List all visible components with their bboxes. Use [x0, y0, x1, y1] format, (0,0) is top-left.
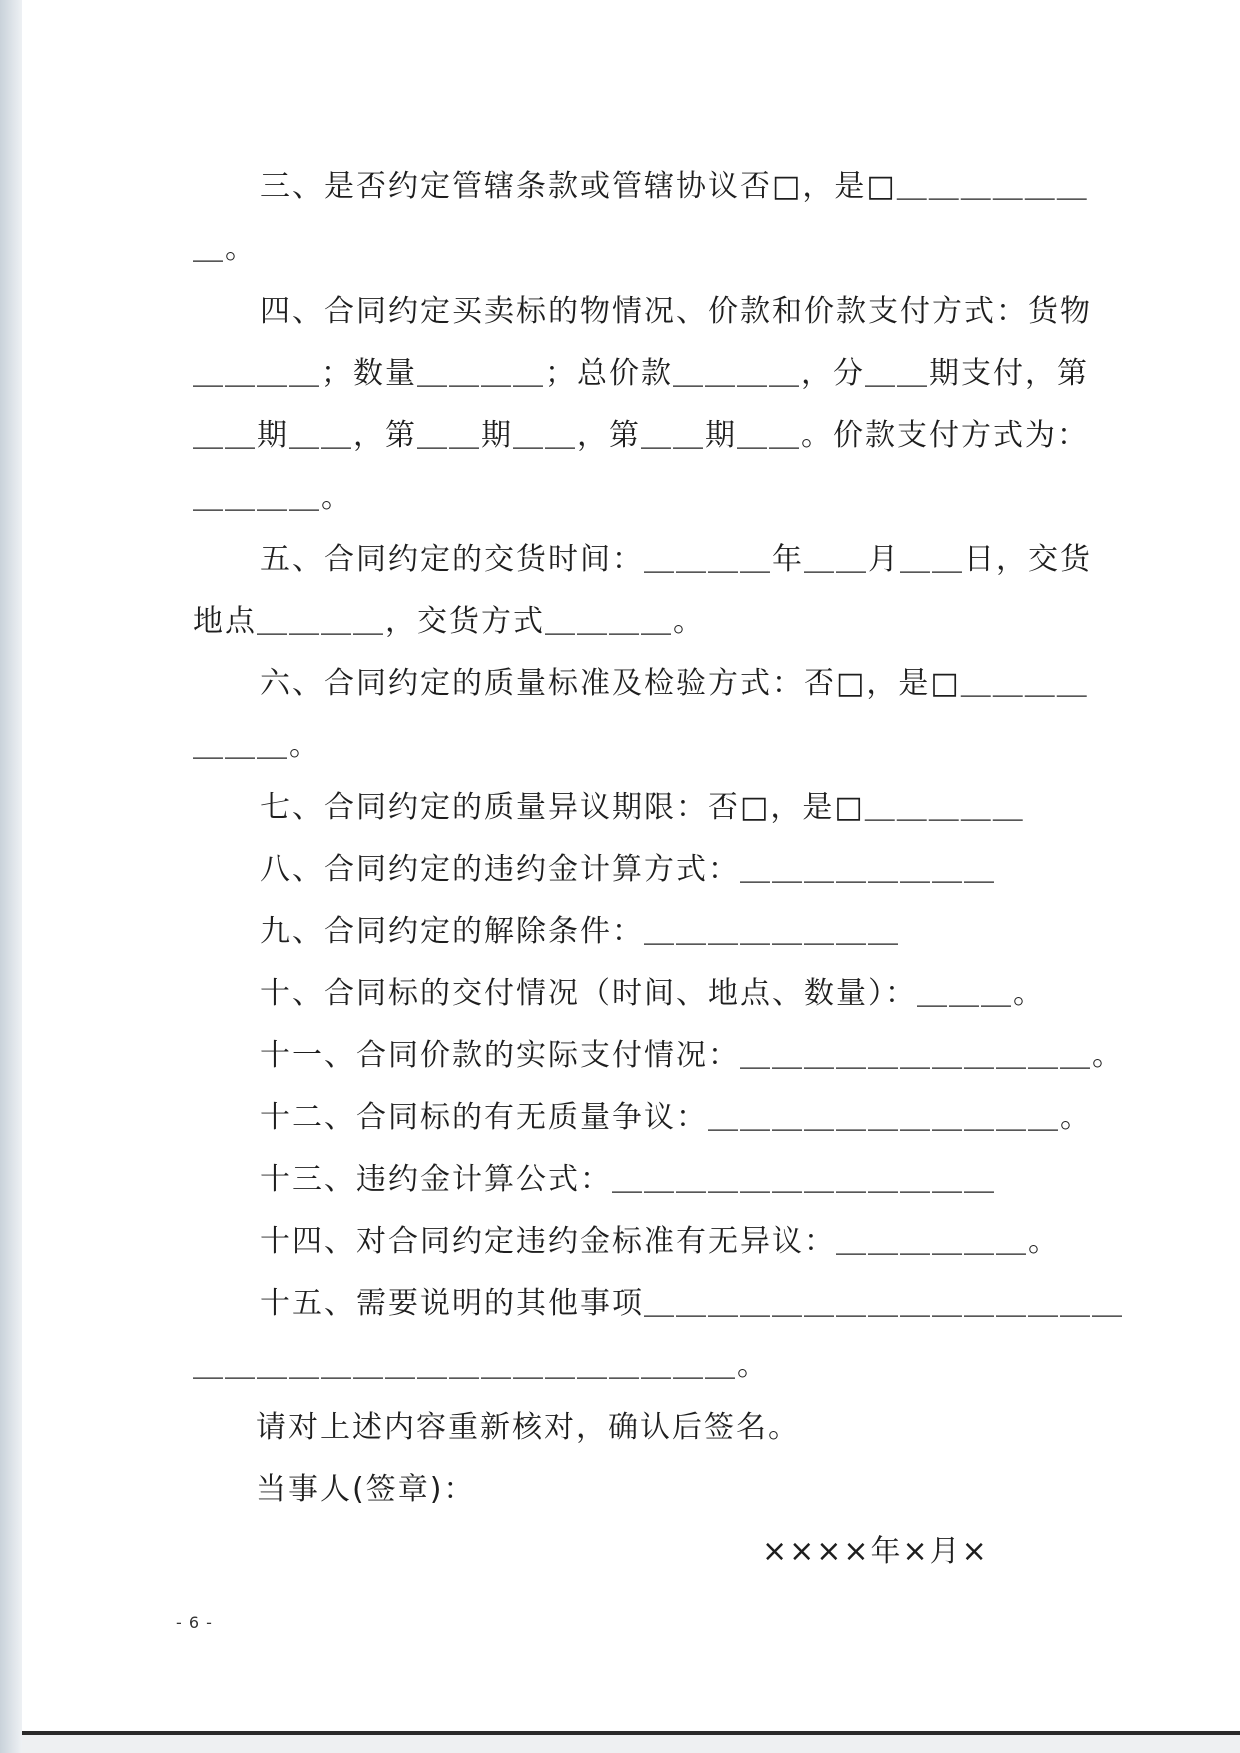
item-3-line-2: ＿。	[193, 231, 257, 266]
item-11-line: 十一、合同价款的实际支付情况：＿＿＿＿＿＿＿＿＿＿＿。	[260, 1038, 1124, 1073]
item-12-line: 十二、合同标的有无质量争议：＿＿＿＿＿＿＿＿＿＿＿。	[260, 1100, 1092, 1135]
item-3-line-1: 三、是否约定管辖条款或管辖协议否□，是□＿＿＿＿＿＿	[260, 169, 1089, 204]
item-4-line-4: ＿＿＿＿。	[193, 480, 353, 515]
item-6-line-1: 六、合同约定的质量标准及检验方式：否□，是□＿＿＿＿	[260, 666, 1089, 701]
item-5-line-1: 五、合同约定的交货时间：＿＿＿＿年＿＿月＿＿日，交货	[260, 542, 1092, 577]
item-13-line: 十三、违约金计算公式：＿＿＿＿＿＿＿＿＿＿＿＿	[260, 1162, 996, 1197]
item-4-line-2: ＿＿＿＿；数量＿＿＿＿；总价款＿＿＿＿，分＿＿期支付，第	[193, 356, 1089, 391]
signature-date: ××××年×月×	[762, 1534, 989, 1569]
page-number: - 6 -	[176, 1613, 213, 1632]
item-15-line-2: ＿＿＿＿＿＿＿＿＿＿＿＿＿＿＿＿＿。	[193, 1348, 769, 1383]
item-14-line: 十四、对合同约定违约金标准有无异议：＿＿＿＿＿＿。	[260, 1224, 1060, 1259]
scan-bottom-strip	[22, 1735, 1240, 1753]
item-5-line-2: 地点＿＿＿＿，交货方式＿＿＿＿。	[193, 604, 705, 639]
party-signature-label: 当事人(签章)：	[256, 1472, 476, 1507]
item-4-line-1: 四、合同约定买卖标的物情况、价款和价款支付方式：货物	[260, 294, 1092, 329]
item-8-line: 八、合同约定的违约金计算方式：＿＿＿＿＿＿＿＿	[260, 852, 996, 887]
scan-edge-left	[0, 0, 22, 1753]
item-6-line-2: ＿＿＿。	[193, 728, 321, 763]
item-10-line: 十、合同标的交付情况（时间、地点、数量）：＿＿＿。	[260, 976, 1045, 1011]
item-7-line: 七、合同约定的质量异议期限：否□，是□＿＿＿＿＿	[260, 790, 1025, 825]
item-9-line: 九、合同约定的解除条件：＿＿＿＿＿＿＿＿	[260, 914, 900, 949]
item-4-line-3: ＿＿期＿＿，第＿＿期＿＿，第＿＿期＿＿。价款支付方式为：	[193, 418, 1089, 453]
verification-instruction: 请对上述内容重新核对，确认后签名。	[256, 1410, 800, 1445]
item-15-line-1: 十五、需要说明的其他事项＿＿＿＿＿＿＿＿＿＿＿＿＿＿＿	[260, 1286, 1124, 1321]
